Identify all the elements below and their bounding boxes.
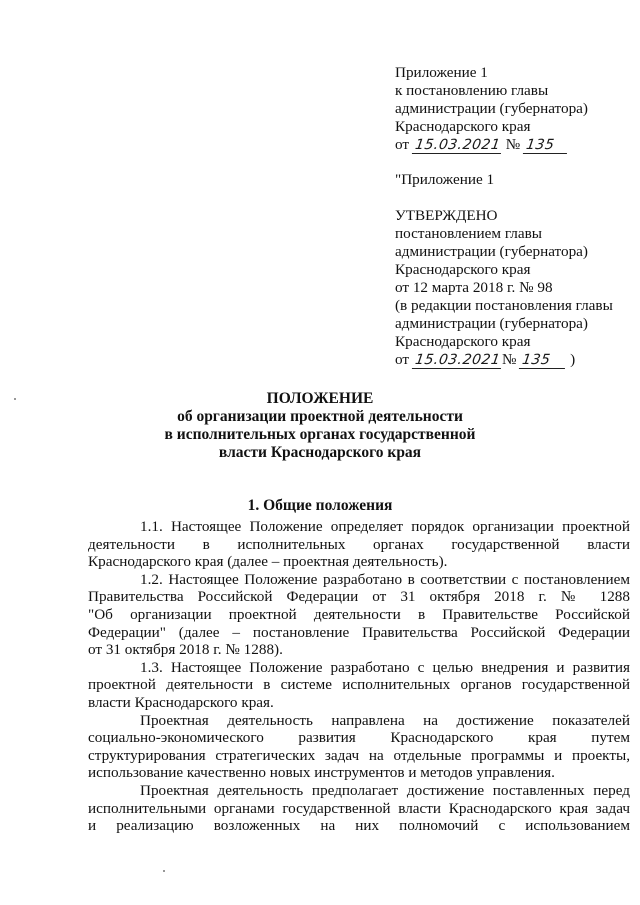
- appendix-line: к постановлению главы: [395, 82, 549, 99]
- section-heading: 1. Общие положения: [247, 497, 393, 514]
- number-prefix: №: [505, 136, 521, 153]
- approval-line: (в редакции постановления главы: [395, 297, 613, 314]
- appendix-line: Краснодарского края: [395, 118, 531, 135]
- closing-parenthesis: ): [570, 351, 576, 368]
- approval-date-line: [395, 351, 630, 369]
- approval-line: Краснодарского края: [395, 261, 531, 278]
- text-line: 1.2. Настоящее Положение разработано в соответствии с постановлением: [140, 570, 630, 588]
- number-prefix: №: [502, 351, 517, 368]
- paragraph: [88, 712, 630, 782]
- title-line: ПОЛОЖЕНИЕ: [266, 390, 374, 407]
- text-line: проектной деятельности в системе исполнительных органов государственной: [88, 676, 630, 694]
- approval-line: постановлением главы: [395, 225, 542, 242]
- text-line: деятельности в исполнительных органах государственной власти: [88, 535, 630, 553]
- approval-line: от 12 марта 2018 г. № 98: [395, 279, 553, 296]
- title-line: об организации проектной деятельности: [177, 408, 463, 425]
- quoted-appendix-line: "Приложение 1: [395, 171, 495, 188]
- approved-heading: УТВЕРЖДЕНО: [395, 207, 498, 224]
- handwritten-number: 135: [523, 138, 569, 154]
- text-line: Правительства Российской Федерации от 31 октября 2018 г. № 1288: [88, 588, 630, 606]
- appendix-date-line: [395, 136, 630, 154]
- text-line: Проектная деятельность предполагает достижение поставленных перед: [140, 781, 630, 799]
- approval-line: администрации (губернатора): [395, 243, 588, 260]
- approval-line: Краснодарского края: [395, 333, 531, 350]
- date-prefix: от: [395, 351, 410, 368]
- paragraph: [88, 518, 630, 571]
- title-line: власти Краснодарского края: [218, 444, 422, 461]
- text-line: исполнительными органами государственной власти Краснодарского края задач: [88, 799, 630, 817]
- text-line: 1.1. Настоящее Положение определяет порядок организации проектной: [140, 518, 630, 535]
- text-line: структурирования стратегических задач на отдельные программы и проекты,: [88, 746, 630, 764]
- text-line: социально-экономического развития Краснодарского края путем: [88, 729, 630, 747]
- handwritten-number: 135: [519, 353, 567, 369]
- text-line: власти Краснодарского края.: [88, 693, 274, 711]
- appendix-line: Приложение 1: [395, 64, 488, 81]
- text-line: Краснодарского края (далее – проектная деятельность).: [88, 553, 448, 571]
- text-line: и реализацию возложенных на них полномочий с использованием: [88, 817, 630, 835]
- handwritten-date: 15.03.2021: [412, 353, 503, 369]
- text-line: 1.3. Настоящее Положение разработано с целью внедрения и развития: [140, 658, 630, 676]
- body-text: [88, 518, 630, 835]
- approval-line: администрации (губернатора): [395, 315, 588, 332]
- title-line: в исполнительных органах государственной: [164, 426, 476, 443]
- appendix-line: администрации (губернатора): [395, 100, 588, 117]
- date-prefix: от: [395, 136, 410, 153]
- text-line: Проектная деятельность направлена на достижение показателей: [140, 711, 630, 729]
- paragraph: [88, 782, 630, 835]
- text-line: Федерации" (далее – постановление Правительства Российской Федерации: [88, 623, 630, 641]
- handwritten-date: 15.03.2021: [412, 138, 503, 154]
- text-line: от 31 октября 2018 г. № 1288).: [88, 641, 283, 659]
- scan-speck: [163, 870, 165, 872]
- scan-speck: [14, 398, 16, 400]
- paragraph: [88, 571, 630, 659]
- text-line: использование качественно новых инструментов и методов управления.: [88, 764, 555, 782]
- appendix-block: [395, 64, 630, 369]
- document-title: [0, 390, 640, 462]
- text-line: "Об организации проектной деятельности в Правительстве Российской: [88, 605, 630, 623]
- paragraph: [88, 659, 630, 712]
